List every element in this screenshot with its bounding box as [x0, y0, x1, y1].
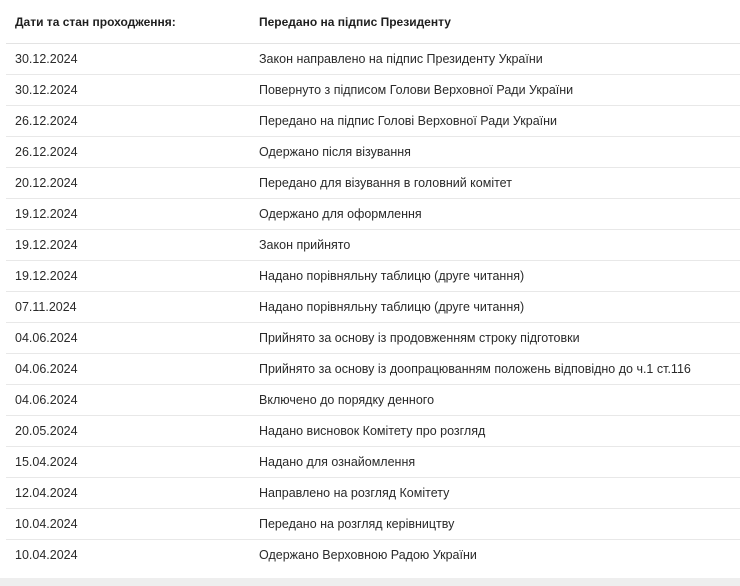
row-date: 07.11.2024 — [15, 300, 77, 314]
row-status: Передано на розгляд керівництву — [259, 517, 455, 531]
table-row — [6, 199, 740, 230]
table-row — [6, 478, 740, 509]
row-date: 19.12.2024 — [15, 269, 78, 283]
table-row — [6, 323, 740, 354]
row-status: Надано порівняльну таблицю (друге читання) — [259, 269, 525, 283]
table-row — [6, 44, 740, 75]
header-date-column: Дати та стан проходження: — [15, 14, 176, 29]
footer-divider-bar — [0, 578, 740, 586]
row-status: Надано порівняльну таблицю (друге читання) — [259, 300, 525, 314]
row-date: 10.04.2024 — [15, 548, 78, 562]
row-date: 30.12.2024 — [15, 52, 78, 66]
row-status: Надано висновок Комітету про розгляд — [259, 424, 486, 438]
row-status: Передано для візування в головний комітет — [259, 176, 512, 190]
row-status: Закон прийнято — [259, 238, 351, 252]
row-status: Закон направлено на підпис Президенту України — [259, 52, 543, 66]
row-date: 30.12.2024 — [15, 83, 78, 97]
table-row — [6, 509, 740, 540]
table-row — [6, 385, 740, 416]
row-status: Надано для ознайомлення — [259, 455, 416, 469]
row-date: 15.04.2024 — [15, 455, 78, 469]
table-row — [6, 292, 740, 323]
row-date: 12.04.2024 — [15, 486, 78, 500]
row-date: 10.04.2024 — [15, 517, 78, 531]
table-row — [6, 106, 740, 137]
row-status: Одержано Верховною Радою України — [259, 548, 477, 562]
row-status: Одержано після візування — [259, 145, 411, 159]
table-row — [6, 540, 740, 570]
row-date: 20.12.2024 — [15, 176, 78, 190]
row-date: 04.06.2024 — [15, 362, 78, 376]
row-date: 19.12.2024 — [15, 238, 78, 252]
row-status: Повернуто з підписом Голови Верховної Ради України — [259, 83, 574, 97]
table-row — [6, 75, 740, 106]
table-row — [6, 261, 740, 292]
row-status: Одержано для оформлення — [259, 207, 422, 221]
table-row — [6, 447, 740, 478]
table-row — [6, 416, 740, 447]
row-date: 19.12.2024 — [15, 207, 78, 221]
bill-status-table — [6, 0, 740, 570]
row-status: Передано на підпис Голові Верховної Ради України — [259, 114, 558, 128]
table-row — [6, 354, 740, 385]
header-status-column: Передано на підпис Президенту — [259, 14, 451, 29]
row-date: 04.06.2024 — [15, 393, 78, 407]
row-date: 26.12.2024 — [15, 145, 78, 159]
table-header — [6, 0, 740, 44]
table-row — [6, 230, 740, 261]
row-status: Прийнято за основу із доопрацюванням положень відповідно до ч.1 ст.116 — [259, 362, 691, 376]
row-status: Включено до порядку денного — [259, 393, 435, 407]
row-status: Направлено на розгляд Комітету — [259, 486, 450, 500]
table-row — [6, 137, 740, 168]
table-row — [6, 168, 740, 199]
row-date: 20.05.2024 — [15, 424, 78, 438]
row-date: 26.12.2024 — [15, 114, 78, 128]
row-status: Прийнято за основу із продовженням строку підготовки — [259, 331, 580, 345]
row-date: 04.06.2024 — [15, 331, 78, 345]
